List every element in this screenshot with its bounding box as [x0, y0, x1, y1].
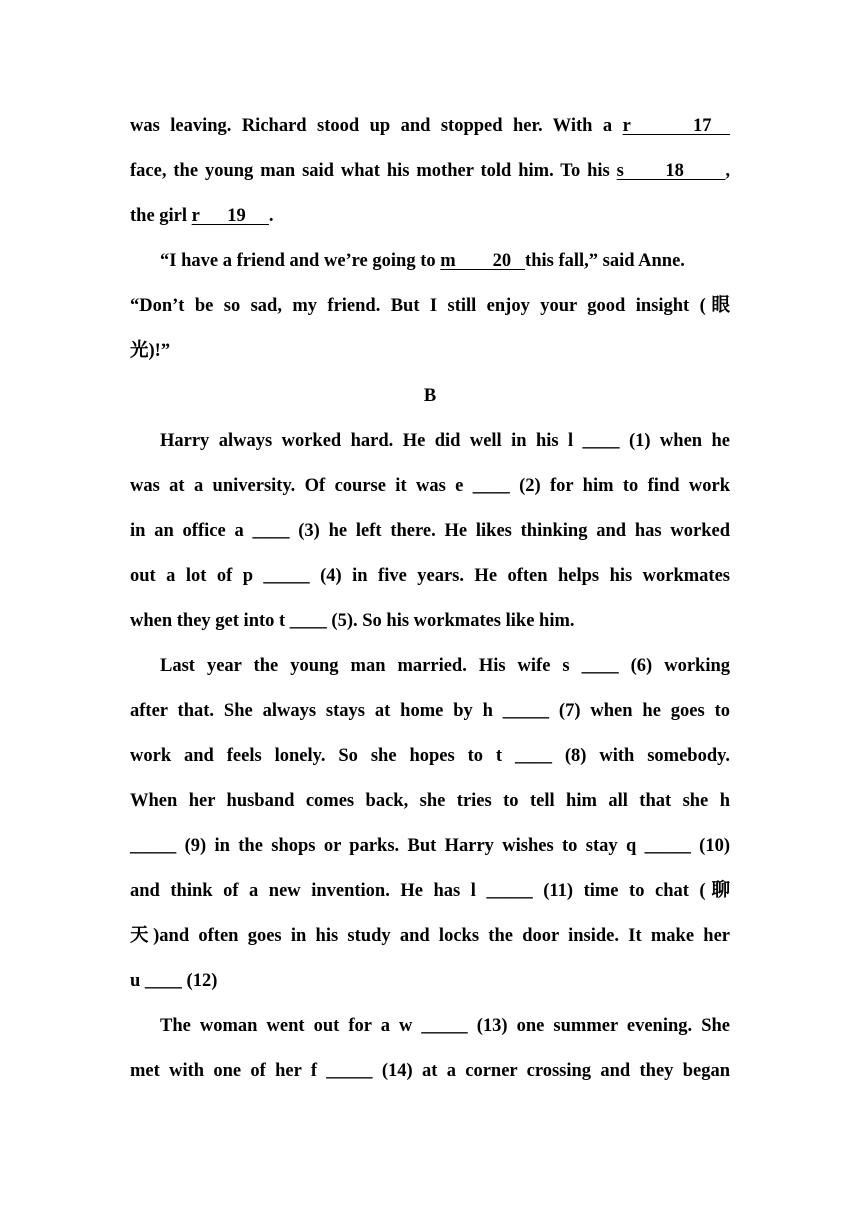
text-line: face, the young man said what his mother told him. To his s 18 , [130, 161, 731, 181]
paragraph [130, 419, 730, 644]
document-page [130, 104, 730, 1094]
text-line: Harry always worked hard. He did well in his l ____ (1) when he [160, 431, 730, 451]
section-a-paragraph-1 [130, 104, 730, 239]
text-line: “I have a friend and we’re going to m 20 this fall,” said Anne. [160, 251, 685, 271]
text-line: 天)and often goes in his study and locks the door inside. It make her [130, 926, 730, 946]
text-line: was at a university. Of course it was e ____ (2) for him to find work [130, 476, 730, 496]
text-line: work and feels lonely. So she hopes to t ____ (8) with somebody. [130, 746, 730, 766]
text-line: in an office a ____ (3) he left there. He likes thinking and has worked [130, 521, 730, 541]
paragraph [130, 644, 730, 1004]
text-line: was leaving. Richard stood up and stopped her. With a r 17 [130, 116, 731, 136]
text-line: _____ (9) in the shops or parks. But Harry wishes to stay q _____ (10) [130, 836, 730, 856]
text-line: u ____ (12) [130, 971, 218, 991]
blank-20: m 20 [440, 251, 526, 271]
text-line: after that. She always stays at home by h _____ (7) when he goes to [130, 701, 730, 721]
section-a-paragraph-2 [130, 239, 730, 284]
text-line: the girl r 19 . [130, 206, 274, 226]
section-heading: B [423, 386, 437, 406]
text-line: “Don’t be so sad, my friend. But I still enjoy your good insight (眼 [130, 296, 730, 316]
text-line: and think of a new invention. He has l _____ (11) time to chat (聊 [130, 881, 730, 901]
blank-17: r 17 [622, 116, 731, 136]
blank-18: s 18 [616, 161, 726, 181]
text-line: out a lot of p _____ (4) in five years. He often helps his workmates [130, 566, 730, 586]
text-line: 光)!” [130, 341, 171, 361]
text-line: The woman went out for a w _____ (13) one summer evening. She [160, 1016, 730, 1036]
paragraph [130, 1004, 730, 1094]
text-line: when they get into t ____ (5). So his workmates like him. [130, 611, 575, 631]
blank-19: r 19 [191, 206, 269, 226]
text-line: met with one of her f _____ (14) at a corner crossing and they began [130, 1061, 730, 1081]
text-line: When her husband comes back, she tries to tell him all that she h [130, 791, 730, 811]
text-line: Last year the young man married. His wife s ____ (6) working [160, 656, 730, 676]
section-a-paragraph-2-cont [130, 284, 730, 374]
section-b-body [130, 419, 730, 1094]
